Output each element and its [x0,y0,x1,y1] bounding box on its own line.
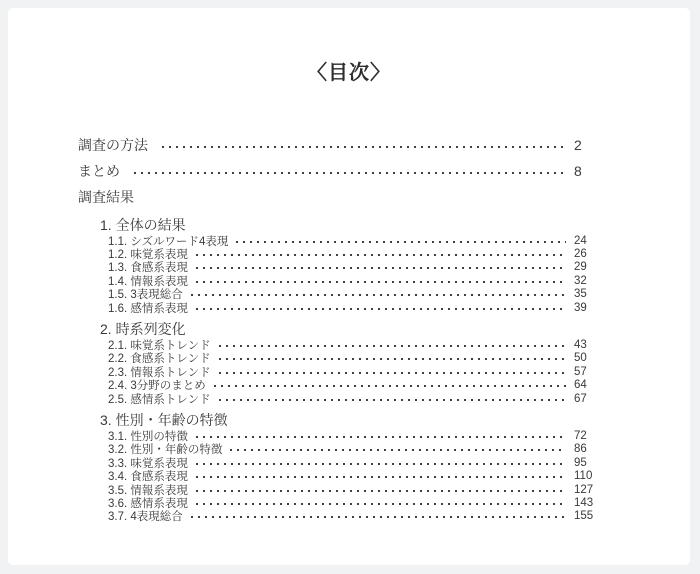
dot-leader [196,308,566,310]
toc-section-items [108,234,610,314]
toc-entry-page: 155 [574,510,594,523]
toc-entry-page: 32 [574,274,587,287]
dot-leader [219,358,566,360]
toc-entry [78,132,610,158]
document-page [8,8,690,565]
toc-entry-label: 3.2. 性別・年齢の特徴 [108,444,223,457]
dot-leader [236,241,566,243]
toc-entry-label: まとめ [78,163,120,179]
toc-section-2 [100,320,610,405]
toc-section-heading: 3. 性別・年齢の特徴 [100,412,228,429]
toc-entry-label: 3.1. 性別の特徴 [108,431,188,443]
dot-leader [162,146,566,148]
toc-entry-page: 67 [574,392,587,405]
toc-entry-page: 29 [574,261,587,274]
toc-entry [108,496,610,509]
dot-leader [196,254,566,256]
toc-entry-page: 24 [574,234,587,247]
toc-entry [108,510,610,523]
toc-entry [78,158,610,184]
toc-section-items [108,429,610,523]
toc-entry-page: 143 [574,496,594,509]
toc-entry-label: 3.5. 情報系表現 [108,484,188,497]
dot-leader [214,385,566,387]
toc-section-3 [100,411,610,523]
dot-leader [196,503,566,505]
toc-entry-page: 127 [574,483,594,496]
toc-entry-page: 35 [574,288,587,301]
dot-leader [196,463,566,465]
toc-entry-page: 2 [574,137,582,153]
toc-entry-label: 3.7. 4表現総合 [108,511,183,524]
toc-entry-page: 43 [574,339,587,352]
toc-entry [108,392,610,405]
toc-entry-label: 1.4. 情報系表現 [108,275,188,288]
toc-entry-label: 調査の方法 [78,137,148,153]
dot-leader [191,294,566,296]
toc-entry [108,274,610,287]
toc-entry-label: 1.2. 味覚系表現 [108,249,188,262]
toc-entry-page: 86 [574,443,587,456]
toc-entry-label: 3.6. 感情系表現 [108,497,188,510]
toc-entry-page: 26 [574,248,587,261]
toc-entry-label: 1.1. シズルワード4表現 [108,235,229,248]
toc-entry-label: 2.3. 情報系トレンド [108,366,211,379]
toc-entry-page: 110 [574,470,593,483]
toc-entry [108,301,610,314]
dot-leader [219,372,566,374]
toc-entry-label: 1.6. 感情系表現 [108,302,188,315]
dot-leader [196,267,566,269]
toc-entry-label: 2.4. 3分野のまとめ [108,380,206,393]
toc-entry-page: 72 [574,429,587,442]
toc-entry-page: 57 [574,365,587,378]
toc-entry-label: 3.3. 味覚系表現 [108,457,188,470]
page-title: 〈目次〉 [307,62,391,84]
toc-entry-page: 39 [574,301,587,314]
toc-entry-label: 2.2. 食感系トレンド [108,353,211,366]
dot-leader [191,516,566,518]
table-of-contents [78,132,610,523]
toc-entry-page: 50 [574,352,587,365]
dot-leader [219,345,566,347]
toc-entry-page: 8 [574,163,582,179]
dot-leader [196,281,566,283]
toc-entry-label: 1.5. 3表現総合 [108,289,183,302]
dot-leader [230,449,566,451]
dot-leader [196,436,566,438]
toc-section-heading: 2. 時系列変化 [100,321,186,338]
toc-entry-label: 1.3. 食感系表現 [108,262,188,275]
toc-entry-page: 95 [574,456,587,469]
dot-leader [134,172,566,174]
toc-section-heading: 1. 全体の結果 [100,217,186,233]
dot-leader [219,399,566,401]
dot-leader [196,476,566,478]
toc-entry-label: 2.5. 感情系トレンド [108,393,211,406]
toc-section-items [108,338,610,405]
toc-entry-label: 3.4. 食感系表現 [108,471,188,484]
toc-entry-page: 64 [574,379,587,392]
dot-leader [196,490,566,492]
toc-results-heading: 調査結果 [78,189,134,205]
toc-section-1 [100,216,610,314]
toc-entry-label: 2.1. 味覚系トレンド [108,340,211,353]
